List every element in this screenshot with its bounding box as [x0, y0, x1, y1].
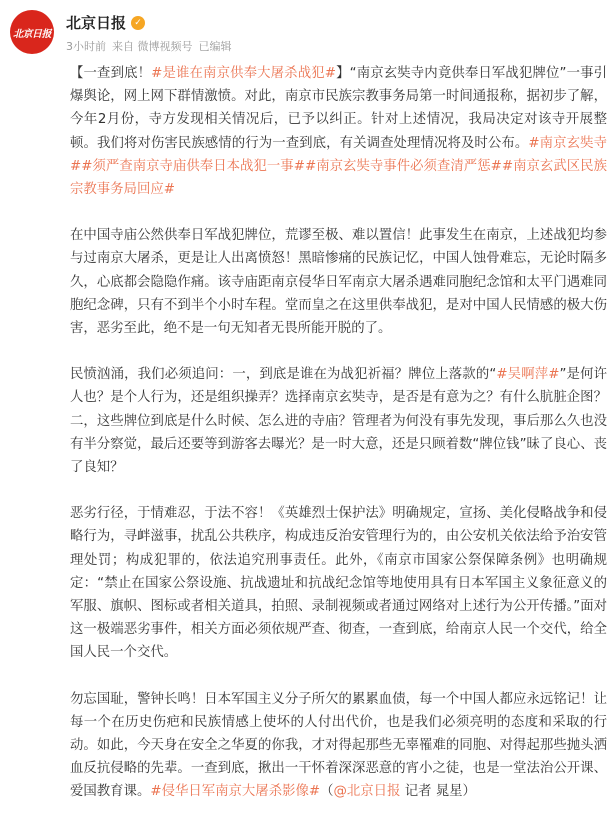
topic-link-investigate-temple[interactable]: #须严查南京寺庙供奉日本战犯一事#: [81, 158, 305, 174]
paragraph-3: [70, 363, 607, 479]
headline-bracket: 【一查到底！: [70, 66, 152, 81]
paragraph-5-text-b: （: [320, 784, 334, 800]
post-header: [0, 0, 610, 64]
paragraph-2: 在中国寺庙公然供奉日军战犯牌位，荒谬至极、难以置信！此事发生在南京，上述战犯均参与过南京大屠杀，更是让人出离愤怒！黑暗惨痛的民族记忆，中国人蚀骨难忘，无论时隔多久，心底都会隐隐作痛。该寺庙距南京侵华日军南京大屠杀遇难同胞纪念馆和太平门遇难同胞纪念碑，只有不到半个小时车程。堂而皇之在这里供奉战犯，是对中国人民情感的极大伤害，恶劣至此，绝不是一句无知者无畏所能开脱的了。: [70, 228, 607, 337]
topic-link-who-enshrined[interactable]: #是谁在南京供奉大屠杀战犯#: [151, 66, 336, 81]
paragraph-1-text: 】“南京玄奘寺内竟供奉日军战犯牌位”一事引爆舆论，网上网下群情激愤。对此，南京市民族宗教事务局第一时间通报称，据初步了解，今年2月份，寺方发现相关情况后，已予以纠正。针对上述情况，我局决定对该寺开展整顿。我们将对伤害民族感情的行为一查到底，有关调查处理情况将及时公布。: [70, 66, 608, 151]
paragraph-5-text-c: 记者 晁星）: [400, 784, 476, 800]
avatar[interactable]: 北京日报: [10, 10, 54, 54]
paragraph-spacer: [70, 665, 607, 688]
paragraph-3-text-a: 民愤汹涌，我们必须追问：一，到底是谁在为战犯祈福？牌位上落款的“: [70, 367, 497, 383]
paragraph-spacer: [70, 340, 607, 363]
post-body: [70, 62, 607, 804]
topic-link-wu-aping[interactable]: #吴啊萍#: [496, 367, 560, 383]
paragraph-5: [70, 688, 607, 804]
paragraph-5-text-a: 勿忘国耻，警钟长鸣！日本军国主义分子所欠的累累血债，每一个中国人都应永远铭记！让每一个在历史伤疤和民族情感上使坏的人付出代价，也是我们必须亮明的态度和采取的行动。如此，今天身在安全之华夏的你我，才对得起那些无辜罹难的同胞、对得起那些抛头洒血反抗侵略的先辈。一查到底，揪出一干怀着深深恶意的宵小之徒，也是一堂法治公开课、爱国教育课。: [70, 691, 607, 800]
paragraph-4: 恶劣行径，于情难忍，于法不容！《英雄烈士保护法》明确规定，宣扬、美化侵略战争和侵略行为，寻衅滋事，扰乱公共秩序，构成违反治安管理行为的，由公安机关依法给予治安管理处罚；构成犯罪的，依法追究刑事责任。此外，《南京市国家公祭保障条例》也明确规定：“禁止在国家公祭设施、抗战遗址和抗战纪念馆等地使用具有日本军国主义象征意义的军服、旗帜、图标或者相关道具，拍照、录制视频或者通过网络对上述行为公开传播。”面对这一极端恶劣事件，相关方面必须依规严查、彻查，一查到底，给南京人民一个交代，给全国人民一个交代。: [70, 506, 607, 661]
topic-link-massacre-images[interactable]: #侵华日军南京大屠杀影像#: [150, 784, 321, 800]
paragraph-spacer: [70, 479, 607, 502]
post-source: 来自 微博视频号: [112, 40, 193, 53]
verified-badge-icon: ✓: [131, 16, 145, 30]
paragraph-spacer: [70, 201, 607, 224]
topic-link-xuanzang-temple[interactable]: #南京玄奘寺#: [70, 135, 607, 174]
account-row: [66, 12, 145, 33]
post-meta: [66, 38, 232, 54]
topic-link-punish[interactable]: #南京玄奘寺事件必须查清严惩#: [304, 158, 502, 174]
mention-link-beijing-daily[interactable]: @北京日报: [333, 784, 401, 800]
post-edited-label: 已编辑: [198, 40, 232, 53]
paragraph-1: [70, 62, 607, 201]
post-time[interactable]: 3小时前: [66, 40, 106, 53]
paragraph-3-text-b: ”是何许人也？是个人行为，还是组织操弄？选择南京玄奘寺，是否是有意为之？有什么肮脏企图？二，这些牌位到底是什么时候、怎么进的寺庙？管理者为何没有事先发现，事后那么久也没有半分察觉，最后还要等到游客去曝光？是一时大意，还是只顾着数“牌位钱”昧了良心、丧了良知？: [70, 367, 608, 476]
topic-link-bureau-response[interactable]: #南京玄武区民族宗教事务局回应#: [70, 158, 607, 198]
account-name[interactable]: 北京日报: [66, 14, 127, 32]
